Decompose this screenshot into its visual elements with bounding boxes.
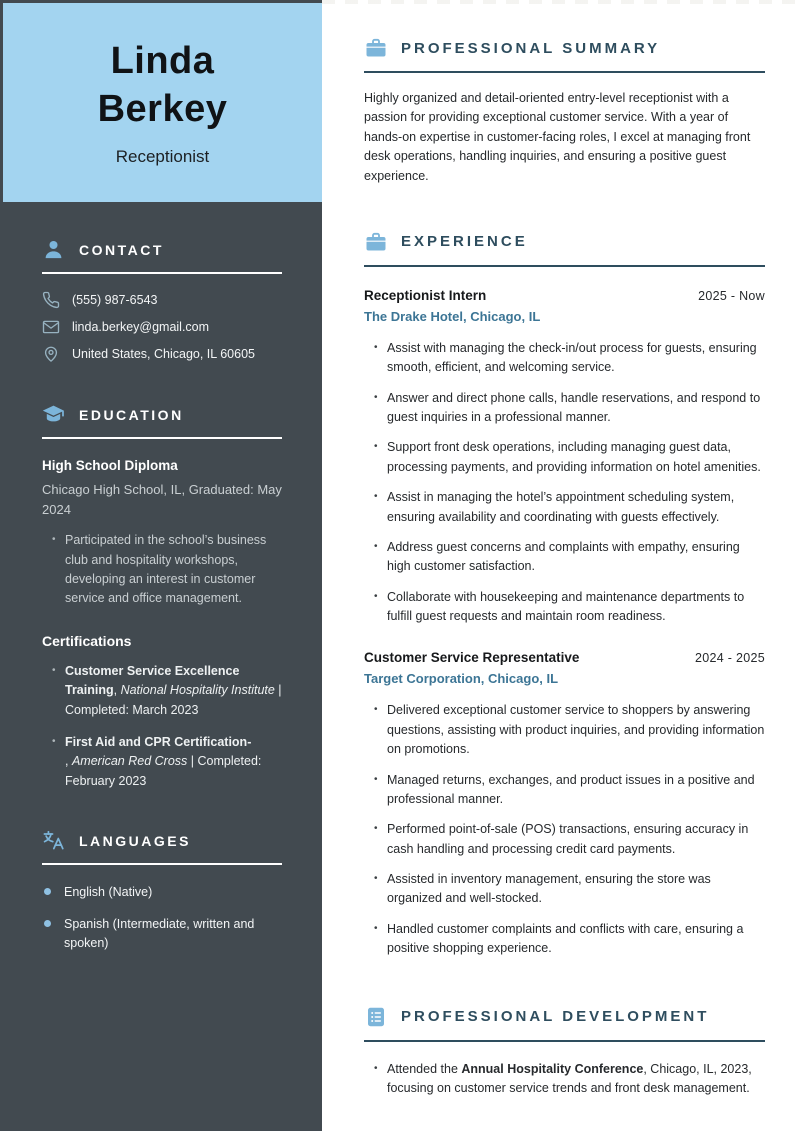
job-bullet-list: [364, 701, 765, 958]
contact-location: [42, 345, 282, 363]
mail-icon: [42, 318, 60, 336]
job-entry: [364, 288, 765, 627]
development-heading: [364, 1005, 765, 1042]
list-item: • Support front desk operations, including managing guest data, processing payments, and providing information on hotel amenities.: [374, 438, 765, 477]
sidebar-content: [0, 202, 322, 965]
education-degree: High School Diploma: [42, 458, 178, 473]
list-item: • Collaborate with housekeeping and maintenance departments to fulfill guest requests and maintain room readiness.: [374, 588, 765, 627]
job-company: The Drake Hotel, Chicago, IL: [364, 308, 541, 324]
list-item: • Performed point-of-sale (POS) transactions, ensuring accuracy in cash handling and processing credit card payments.: [374, 820, 765, 859]
contact-heading-label: CONTACT: [79, 241, 164, 258]
summary-heading: [364, 36, 765, 73]
job-bullet-list: [364, 339, 765, 627]
development-bullet-list: [364, 1060, 765, 1099]
list-item: • Attended the Annual Hospitality Conference, Chicago, IL, 2023, focusing on customer service trends and front desk management.: [374, 1060, 765, 1099]
contact-items: [42, 291, 282, 363]
experience-heading-label: EXPERIENCE: [401, 233, 528, 251]
person-icon: [42, 238, 65, 261]
job-header: [364, 650, 765, 665]
job-title: Receptionist Intern: [364, 287, 487, 303]
education-section: [42, 403, 282, 791]
list-item: English (Native): [44, 883, 282, 902]
job-header: [364, 288, 765, 303]
sidebar: [0, 0, 322, 1131]
job-date: 2024 - 2025: [694, 651, 765, 666]
list-item: • Handled customer complaints and conflicts with care, ensuring a positive shopping experience.: [374, 920, 765, 959]
phone-icon: [42, 291, 60, 309]
job-title: Customer Service Representative: [364, 650, 580, 666]
languages-heading-label: LANGUAGES: [79, 832, 191, 849]
person-job-title: Receptionist: [115, 146, 210, 166]
languages-section: [42, 829, 282, 952]
list-item: • Assist in managing the hotel’s appointment scheduling system, ensuring availability and coordinating with guests effectively.: [374, 488, 765, 527]
list-item: • Assist with managing the check-in/out process for guests, ensuring smooth, efficient, and welcoming service.: [374, 339, 765, 378]
person-name: Linda Berkey: [97, 40, 228, 130]
education-heading-label: EDUCATION: [79, 406, 184, 423]
list-item: Spanish (Intermediate, written and spoken): [44, 915, 282, 953]
briefcase-icon: [364, 230, 388, 254]
certifications-list: [42, 662, 282, 791]
main-column: [322, 0, 800, 1109]
list-item: • Assisted in inventory management, ensuring the store was organized and well-stocked.: [374, 870, 765, 909]
list-item: • Delivered exceptional customer service to shoppers by answering questions, assisting with product inquiries, and providing information on promotions.: [374, 701, 765, 759]
contact-phone-value: (555) 987-6543: [72, 293, 158, 307]
education-bullet-list: [42, 531, 282, 609]
education-school: Chicago High School, IL, Graduated: May 2024: [42, 482, 282, 518]
list-item: • Address guest concerns and complaints with empathy, ensuring high customer satisfaction.: [374, 538, 765, 577]
development-heading-label: PROFESSIONAL DEVELOPMENT: [401, 1008, 710, 1025]
translate-icon: [42, 829, 65, 852]
education-heading: [42, 403, 282, 439]
experience-heading: [364, 230, 765, 267]
job-company: Target Corporation, Chicago, IL: [364, 671, 559, 687]
development-section: [364, 1005, 765, 1099]
languages-heading: [42, 829, 282, 865]
contact-email: [42, 318, 282, 336]
certifications-heading: Certifications: [42, 632, 132, 649]
graduation-cap-icon: [42, 403, 65, 426]
briefcase-icon: [364, 36, 388, 60]
contact-phone: [42, 291, 282, 309]
contact-section: [42, 238, 282, 363]
contact-location-value: United States, Chicago, IL 60605: [72, 347, 255, 361]
location-pin-icon: [42, 345, 60, 363]
list-item: • Participated in the school’s business club and hospitality workshops, developing an interest in customer service and office management.: [52, 531, 282, 609]
summary-text: Highly organized and detail-oriented entry-level receptionist with a passion for providing exceptional customer service. With a year of hands-on expertise in customer-facing roles, I excel at managing front desk operations, handling inquiries, and ensuring a positive guest experience.: [364, 91, 751, 183]
summary-heading-label: PROFESSIONAL SUMMARY: [401, 39, 661, 57]
clipboard-list-icon: [364, 1005, 388, 1029]
list-item: • Customer Service Excellence Training, National Hospitality Institute | Completed: March 2023: [52, 662, 282, 720]
job-date: 2025 - Now: [698, 288, 765, 303]
contact-heading: [42, 238, 282, 274]
experience-section: [364, 230, 765, 959]
languages-list: [42, 883, 282, 952]
summary-section: [364, 36, 765, 186]
name-header: [3, 3, 322, 202]
job-entry: [364, 650, 765, 958]
contact-email-value: linda.berkey@gmail.com: [72, 320, 210, 334]
list-item: • First Aid and CPR Certification- , American Red Cross | Completed: February 2023: [52, 733, 282, 791]
list-item: • Managed returns, exchanges, and product issues in a positive and professional manner.: [374, 771, 765, 810]
list-item: • Answer and direct phone calls, handle reservations, and respond to guest inquiries in a professional manner.: [374, 389, 765, 428]
